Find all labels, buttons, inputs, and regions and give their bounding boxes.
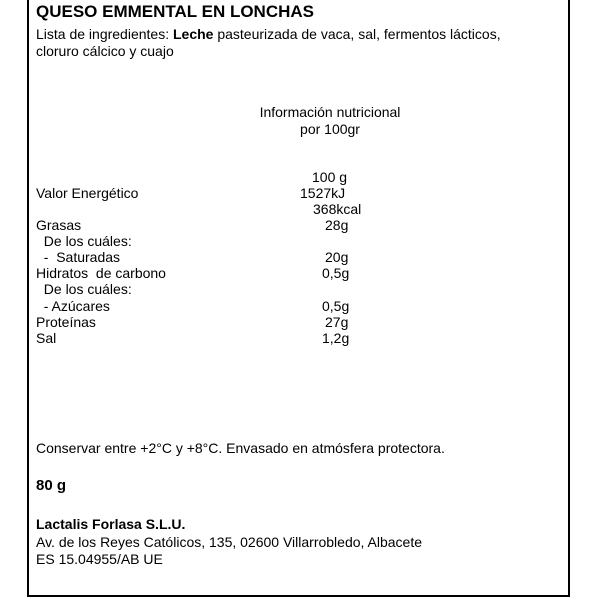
nutrition-row-value: 27g [325,314,349,330]
nutrition-row-label: Hidratos de carbono [36,265,166,281]
registry-number: ES 15.04955/AB UE [36,551,163,567]
nutrition-row-label: Proteínas [36,314,96,330]
company-address: Av. de los Reyes Católicos, 135, 02600 Villarrobledo, Albacete [36,534,423,550]
nutrition-header: Información nutricional [259,104,401,120]
net-weight: 80 g [36,477,67,494]
nutrition-row-value: 1,2g [322,330,350,346]
nutrition-row-value: 0,5g [322,298,350,314]
company-name: Lactalis Forlasa S.L.U. [36,516,186,532]
ingredients-rest: pasteurizada de vaca, sal, fermentos lácticos, cloruro cálcico y cuajo [36,26,501,59]
nutrition-row-label: Valor Energético [36,185,139,201]
ingredients-highlight: Leche [172,26,214,42]
nutrition-row-label: - Azúcares [36,298,110,314]
nutrition-row-label: De los cuáles: [36,281,132,297]
ingredients-list [36,26,536,60]
nutrition-row-label: Sal [36,330,57,346]
nutrition-row-value: 20g [325,249,349,265]
product-title: QUESO EMMENTAL EN LONCHAS [36,2,314,21]
nutrition-row-label: De los cuáles: [36,233,132,249]
nutrition-row-value: 1527kJ [300,185,346,201]
nutrition-row-value: 28g [325,217,349,233]
nutrition-column-header: 100 g [312,169,348,185]
storage-instructions: Conservar entre +2°C y +8°C. Envasado en atmósfera protectora. [36,440,445,456]
nutrition-row-label: Grasas [36,217,82,233]
nutrition-row-label: - Saturadas [36,249,121,265]
nutrition-row-value: 368kcal [313,201,362,217]
ingredients-label: Lista de ingredientes: [36,26,170,42]
nutrition-subheader: por 100gr [300,121,360,137]
nutrition-row-value: 0,5g [322,265,350,281]
